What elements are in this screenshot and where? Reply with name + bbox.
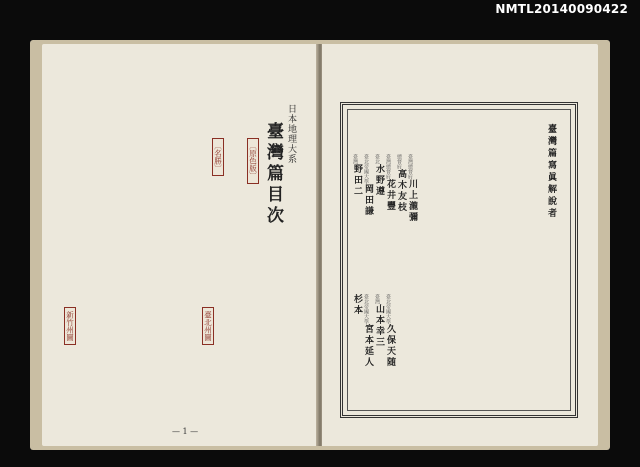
author-name: 野田二: [352, 164, 362, 197]
author-entry: [352, 294, 361, 316]
author-name: 高木友枝: [396, 169, 406, 213]
author-affiliation: 總督府: [396, 154, 402, 169]
author-name: 川上瀧彌: [407, 179, 417, 223]
plate-label: 〔名勝〕: [212, 138, 224, 176]
author-entry: [396, 154, 405, 213]
author-roster-lower: [352, 294, 394, 368]
left-page: [42, 44, 318, 446]
author-entry: [374, 154, 383, 197]
author-affiliation: 臺北帝國大學: [363, 294, 369, 324]
author-name: 花井豐: [385, 179, 395, 212]
author-entry: [363, 154, 372, 217]
author-name: 宮本延人: [363, 324, 373, 368]
archive-id-label: NMTL20140090422: [495, 2, 628, 16]
author-name: 岡田謙: [363, 184, 373, 217]
page-number: — 1 —: [172, 427, 199, 436]
author-entry: [374, 294, 383, 348]
plate-label: 〔原色版〕: [247, 138, 259, 184]
author-affiliation: 臺灣總督府: [407, 154, 413, 179]
author-affiliation: 臺灣: [374, 294, 380, 304]
right-page: [322, 44, 598, 446]
author-name: 水野遵: [374, 164, 384, 197]
author-entry: [363, 294, 372, 368]
series-title: 日本地理大系: [286, 104, 296, 164]
author-entry: [352, 154, 361, 197]
author-affiliation: 臺灣總督府: [385, 154, 391, 179]
author-name: 杉本: [352, 294, 362, 316]
plate-label: 臺北州圖: [202, 307, 214, 345]
roster-title: 臺灣篇寫眞解說者: [546, 124, 556, 220]
ornamental-frame: [340, 102, 578, 418]
open-book: [30, 40, 610, 450]
author-roster: [352, 154, 416, 223]
toc-entries-lower-left: [82, 234, 190, 394]
author-entry: [385, 294, 394, 368]
author-row-upper: [352, 154, 416, 223]
author-affiliation: 臺北帝國大學: [385, 294, 391, 324]
author-affiliation: 臺北帝國大學: [363, 154, 369, 184]
author-name: 久保天随: [385, 324, 395, 368]
author-name: 山本幸三: [374, 304, 384, 348]
author-entry: [407, 154, 416, 223]
plate-label: 新竹州圖: [64, 307, 76, 345]
toc-heading: 臺灣篇目次: [263, 122, 283, 227]
author-affiliation: 臺灣: [352, 154, 358, 164]
author-affiliation: 臺北: [374, 154, 380, 164]
author-entry: [385, 154, 394, 212]
author-row-lower: [352, 294, 394, 368]
toc-entries-upper-left: [92, 114, 200, 204]
